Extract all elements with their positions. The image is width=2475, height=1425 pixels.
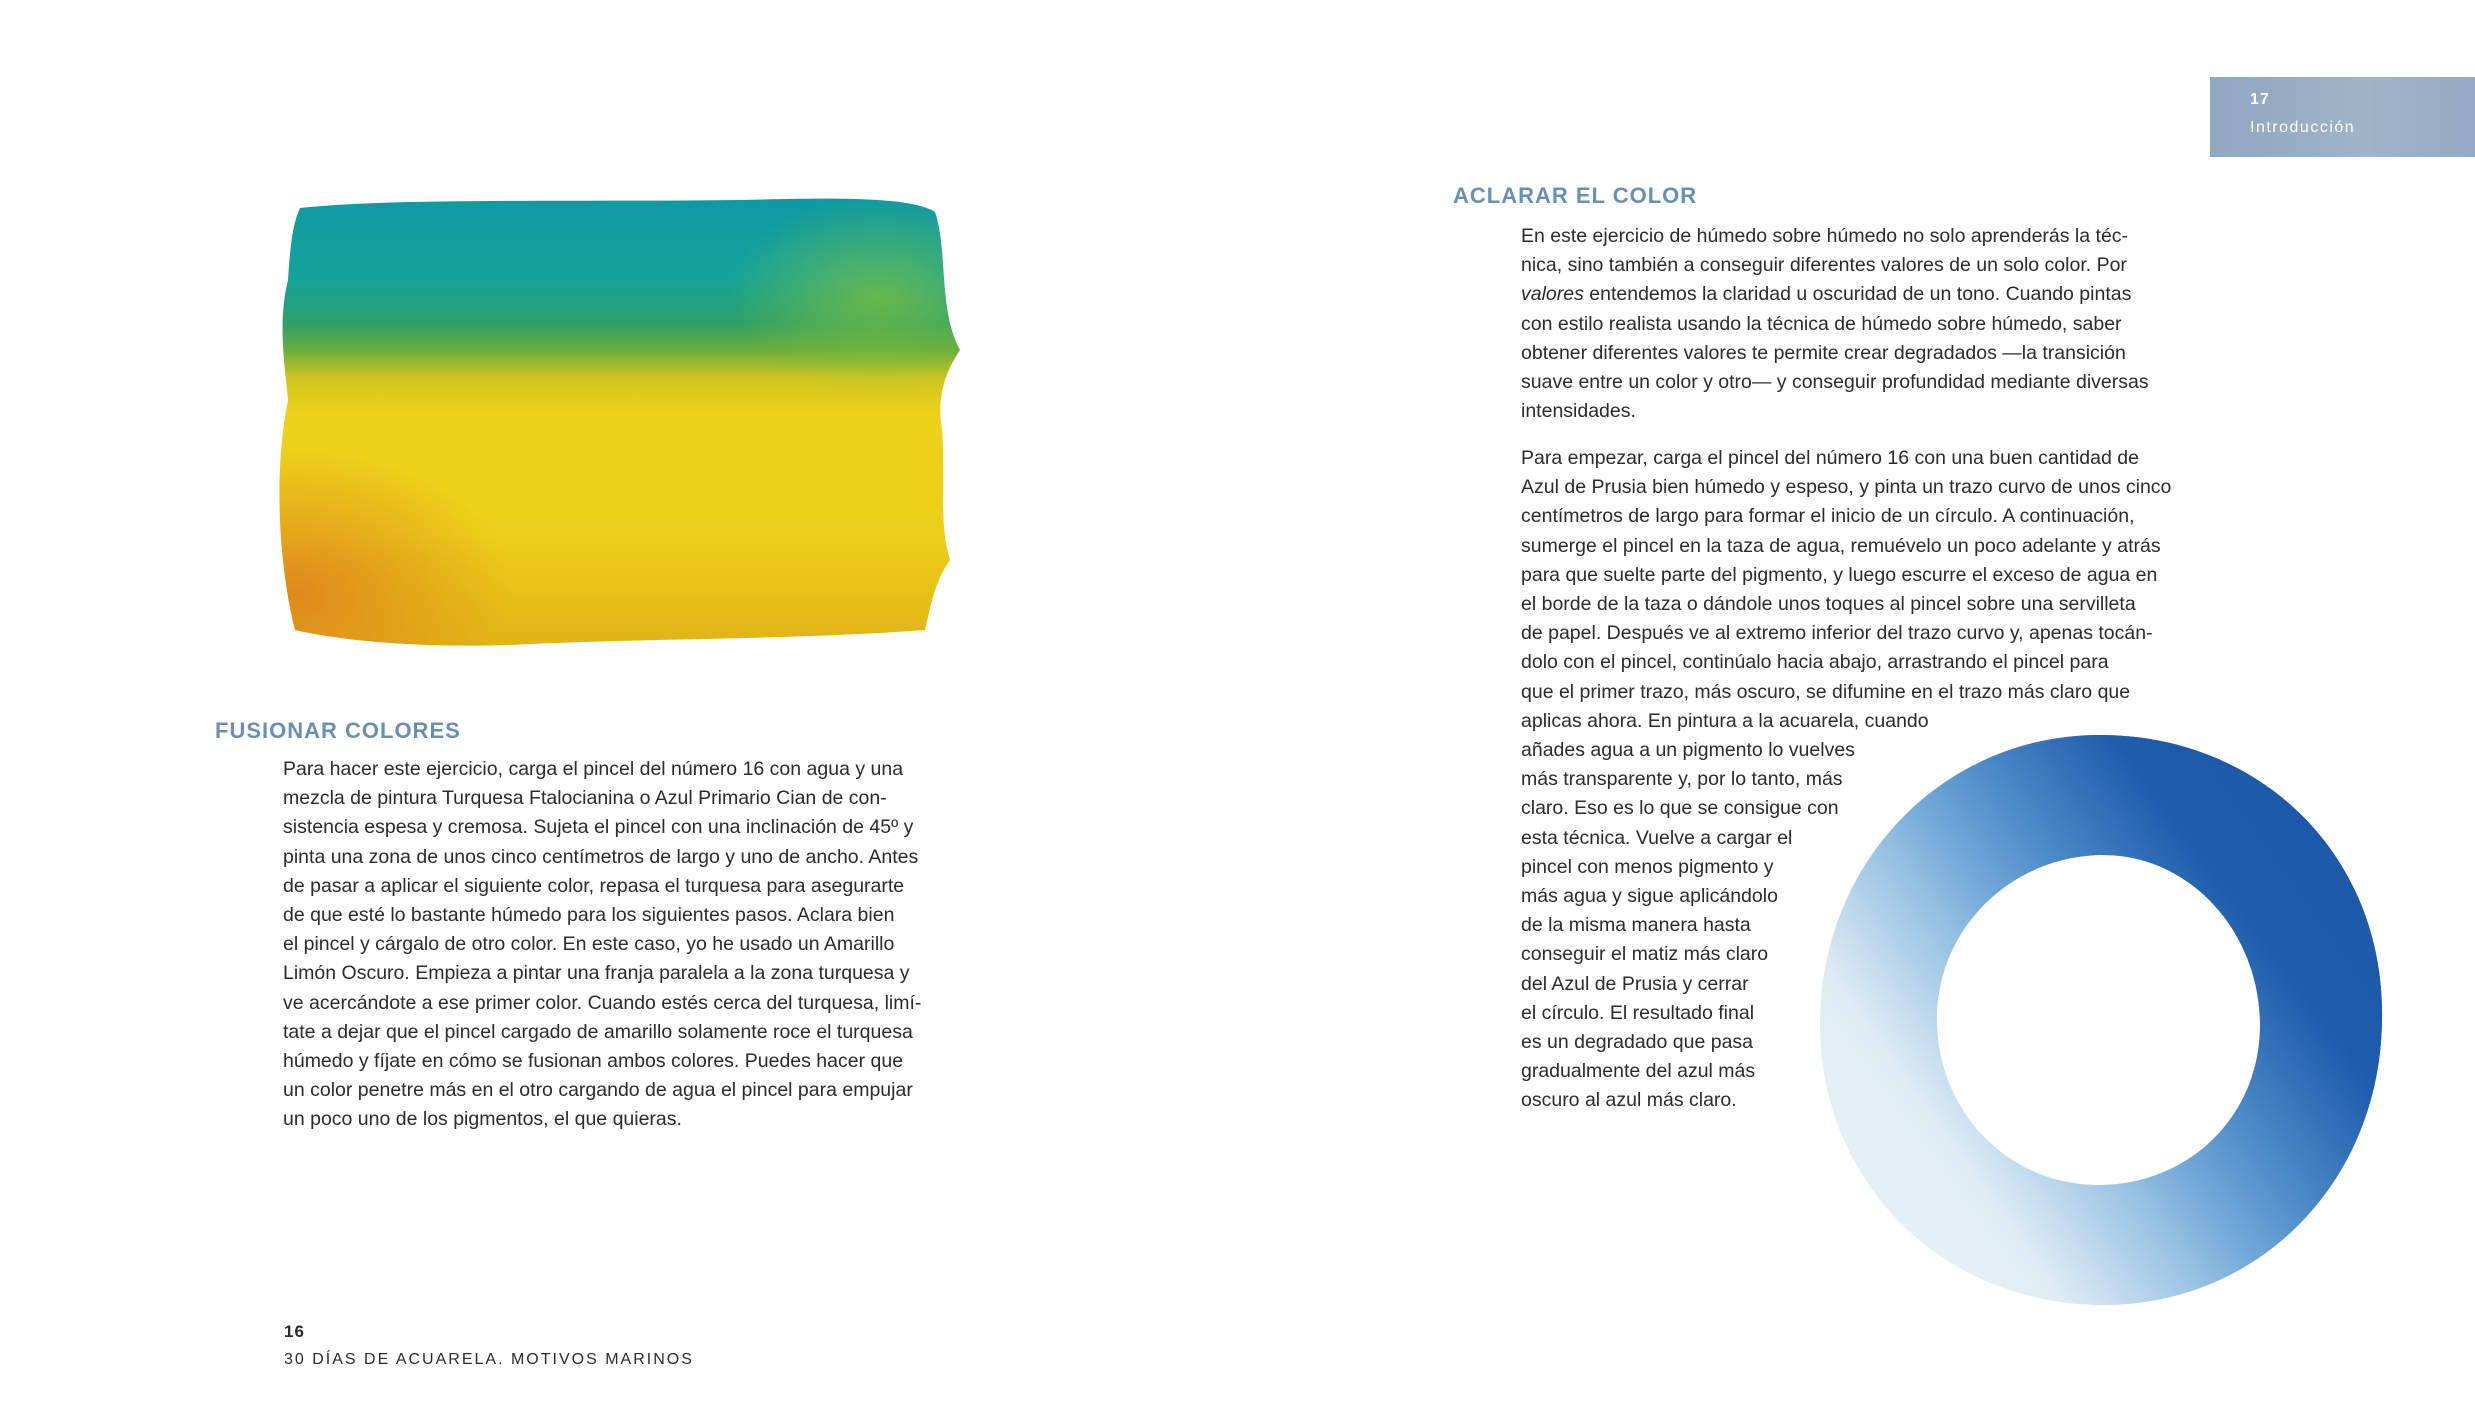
text-line: el borde de la taza o dándole unos toques al pincel sobre una servilleta (1521, 593, 2136, 616)
text-line: sumerge el pincel en la taza de agua, remuévelo un poco adelante y atrás (1521, 534, 2161, 557)
text-line: más transparente y, por lo tanto, más (1521, 768, 1843, 791)
text-line: un color penetre más en el otro cargando de agua el pincel para empujar (283, 1079, 913, 1102)
chapter-tab (2210, 77, 2475, 157)
text-line: suave entre un color y otro— y conseguir profundidad mediante diversas (1521, 371, 2149, 394)
text-line: tate a dejar que el pincel cargado de amarillo solamente roce el turquesa (283, 1020, 913, 1043)
text-line: de pasar a aplicar el siguiente color, repasa el turquesa para asegurarte (283, 874, 905, 897)
text-line: para que suelte parte del pigmento, y luego escurre el exceso de agua en (1521, 563, 2158, 586)
text-line: sistencia espesa y cremosa. Sujeta el pincel con una inclinación de 45º y (283, 816, 914, 839)
text-line: esta técnica. Vuelve a cargar el (1521, 826, 1793, 849)
turquoise-yellow-watercolor-swatch (270, 190, 970, 660)
text-line: que el primer trazo, más oscuro, se difumine en el trazo más claro que (1521, 680, 2131, 703)
text-line (1521, 280, 2149, 309)
text-fragment: entendemos la claridad u oscuridad de un tono. Cuando pintas (1583, 283, 2132, 306)
text-line: es un degradado que pasa (1521, 1031, 1754, 1054)
text-line: claro. Eso es lo que se consigue con (1521, 797, 1839, 820)
text-line: Para hacer este ejercicio, carga el pincel del número 16 con agua y una (283, 758, 904, 780)
section-heading-fusionar-colores: FUSIONAR COLORES (215, 718, 461, 743)
text-line: de papel. Después ve al extremo inferior del trazo curvo y, apenas tocán- (1521, 622, 2153, 645)
text-line: intensidades. (1521, 400, 1636, 423)
book-title-footer: 30 DÍAS DE ACUARELA. MOTIVOS MARINOS (284, 1351, 694, 1368)
text-line: de que esté lo bastante húmedo para los siguientes pasos. Aclara bien (283, 904, 895, 927)
paragraph-aclarar-intro (1521, 222, 2149, 426)
text-line: nica, sino también a conseguir diferentes valores de un solo color. Por (1521, 254, 2127, 277)
text-line: el círculo. El resultado final (1521, 1001, 1755, 1024)
text-line: de la misma manera hasta (1521, 914, 1751, 937)
text-line: añades agua a un pigmento lo vuelves (1521, 739, 1855, 762)
text-line: Limón Oscuro. Empieza a pintar una franja paralela a la zona turquesa y (283, 962, 910, 985)
text-line: con estilo realista usando la técnica de húmedo sobre húmedo, saber (1521, 312, 2122, 335)
text-line: húmedo y fíjate en cómo se fusionan ambos colores. Puedes hacer que (283, 1050, 904, 1073)
chapter-label: Introducción (2250, 119, 2356, 136)
section-heading-aclarar-el-color: ACLARAR EL COLOR (1453, 183, 1698, 208)
text-line: gradualmente del azul más (1521, 1060, 1756, 1083)
text-line: mezcla de pintura Turquesa Ftalocianina o Azul Primario Cian de con- (283, 787, 887, 810)
text-line: oscuro al azul más claro. (1521, 1089, 1737, 1112)
text-line: pinta una zona de unos cinco centímetros de largo y uno de ancho. Antes (283, 845, 919, 868)
page-number-left: 16 (284, 1322, 305, 1341)
text-line: centímetros de largo para formar el inicio de un círculo. A continuación, (1521, 505, 2135, 528)
text-line: pincel con menos pigmento y (1521, 855, 1774, 878)
text-line: aplicas ahora. En pintura a la acuarela, cuando (1521, 709, 1929, 732)
text-line: más agua y sigue aplicándolo (1521, 885, 1778, 908)
paragraph-aclarar-steps (1521, 444, 2171, 1116)
text-line: del Azul de Prusia y cerrar (1521, 972, 1749, 995)
text-line: dolo con el pincel, continúalo hacia abajo, arrastrando el pincel para (1521, 651, 2109, 674)
page-number-right: 17 (2250, 91, 2270, 108)
text-line: ve acercándote a ese primer color. Cuando estés cerca del turquesa, limí- (283, 991, 922, 1014)
text-line: el pincel y cárgalo de otro color. En este caso, yo he usado un Amarillo (283, 933, 895, 956)
text-line: Azul de Prusia bien húmedo y espeso, y pinta un trazo curvo de unos cinco (1521, 476, 2172, 499)
text-line: conseguir el matiz más claro (1521, 943, 1769, 966)
text-line: En este ejercicio de húmedo sobre húmedo no solo aprenderás la téc- (1521, 225, 2129, 247)
italic-term-valores: valores (1521, 283, 1584, 306)
paragraph-fusionar-colores (283, 755, 921, 1135)
text-line: Para empezar, carga el pincel del número 16 con una buen cantidad de (1521, 447, 2139, 469)
text-line: un poco uno de los pigmentos, el que quieras. (283, 1108, 682, 1131)
text-line: obtener diferentes valores te permite crear degradados —la transición (1521, 341, 2126, 364)
